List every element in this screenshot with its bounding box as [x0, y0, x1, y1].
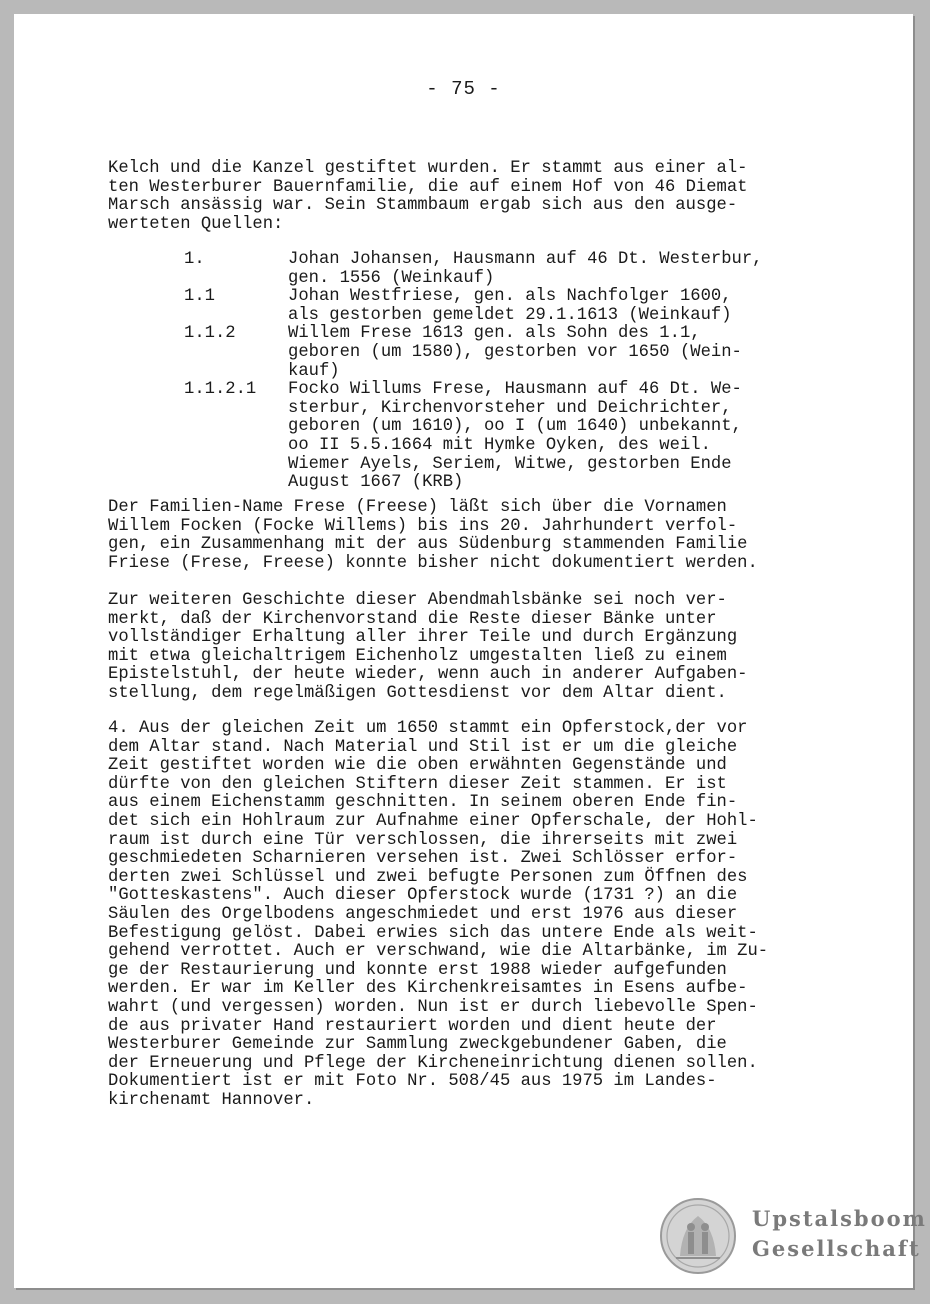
lineage-number: 1.	[184, 250, 205, 269]
lineage-text: Johan Johansen, Hausmann auf 46 Dt. Westerbur, gen. 1556 (Weinkauf)	[288, 250, 763, 288]
lineage-number: 1.1.2	[184, 324, 236, 344]
list-item	[184, 251, 824, 288]
lineage-number: 1.1	[184, 287, 215, 307]
list-item	[184, 288, 824, 325]
list-item	[184, 381, 824, 493]
lineage-text: Focko Willums Frese, Hausmann auf 46 Dt. We- sterbur, Kirchenvorsteher und Deichrichter, geboren (um 1610), oo I (um 1640) unbekannt, oo II 5.5.1664 mit Hymke Oyken, des weil. Wiemer Ayels, Seriem, Witwe, gestorben Ende August 1667 (KRB)	[288, 380, 742, 493]
family-tree-list	[184, 251, 824, 493]
lineage-number: 1.1.2.1	[184, 380, 257, 400]
logo-text-line1: Upstalsboom	[752, 1206, 927, 1231]
document-page	[14, 14, 927, 1288]
intro-paragraph: Kelch und die Kanzel gestiftet wurden. Er stammt aus einer al- ten Westerburer Bauernfamilie, die auf einem Hof von 46 Diemat Marsch ansässig war. Sein Stammbaum ergab sich aus den ausge- werteten Quellen:	[108, 159, 748, 234]
lineage-text: Willem Frese 1613 gen. als Sohn des 1.1, geboren (um 1580), gestorben vor 1650 (Wein- kauf)	[288, 324, 742, 381]
epistle-chair-paragraph: Zur weiteren Geschichte dieser Abendmahlsbänke sei noch ver- merkt, daß der Kirchenvorstand die Reste dieser Bänke unter vollständiger Erhaltung aller ihrer Teile und durch Ergänzung mit etwa gleichaltrigem Eichenholz umgestalten ließ zu einem Epistelstuhl, der heute wieder, wenn auch in anderer Aufgaben- stellung, dem regelmäßigen Gottesdienst vor dem Altar dient.	[108, 591, 748, 703]
lineage-text: Johan Westfriese, gen. als Nachfolger 1600, als gestorben gemeldet 29.1.1613 (Weinkauf)	[288, 287, 732, 325]
society-logo	[660, 1198, 927, 1278]
list-item	[184, 325, 824, 381]
page-number: - 75 -	[426, 78, 501, 100]
seal-icon	[660, 1198, 736, 1274]
family-name-paragraph: Der Familien-Name Frese (Freese) läßt sich über die Vornamen Willem Focken (Focke Willems) bis ins 20. Jahrhundert verfol- gen, ein Zusammenhang mit der aus Südenburg stammenden Familie Friese (Frese, Freese) konnte bisher nicht dokumentiert werden.	[108, 498, 758, 573]
offertory-box-paragraph: 4. Aus der gleichen Zeit um 1650 stammt ein Opferstock,der vor dem Altar stand. Nach Material und Stil ist er um die gleiche Zeit gestiftet worden wie die oben erwähnten Gegenstände und dürfte von den gleichen Stiftern dieser Zeit stammen. Er ist aus einem Eichenstamm geschnitten. In seinem oberen Ende fin- det sich ein Hohlraum zur Aufnahme einer Opferschale, der Hohl- raum ist durch eine Tür verschlossen, die ihrerseits mit zwei geschmiedeten Scharnieren versehen ist. Zwei Schlösser erfor- derten zwei Schlüssel und zwei befugte Personen zum Öffnen des "Gotteskastens". Auch dieser Opferstock wurde (1731 ?) an die Säulen des Orgelbodens angeschmiedet und erst 1976 aus dieser Befestigung gelöst. Dabei erwies sich das untere Ende als weit- gehend verrottet. Auch er verschwand, wie die Altarbänke, im Zu- ge der Restaurierung und konnte erst 1988 wieder aufgefunden werden. Er war im Keller des Kirchenkreisamtes in Esens aufbe- wahrt (und vergessen) worden. Nun ist er durch liebevolle Spen- de aus privater Hand restauriert worden und dient heute der Westerburer Gemeinde zur Sammlung zweckgebundener Gaben, die der Erneuerung und Pflege der Kircheneinrichtung dienen sollen. Dokumentiert ist er mit Foto Nr. 508/45 aus 1975 im Landes- kirchenamt Hannover.	[108, 719, 769, 1110]
logo-text-line2: Gesellschaft	[752, 1236, 921, 1261]
